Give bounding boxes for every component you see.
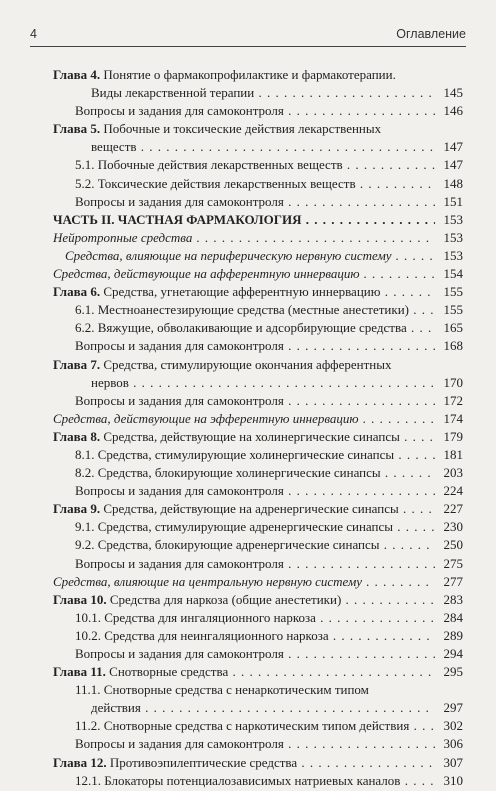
toc-entry-text: 5.1. Побочные действия лекарственных веществ [75,157,343,173]
toc-entry-title [53,194,435,210]
toc-entry-text: Средства, действующие на адренергические синапсы [100,501,399,517]
toc-entry [53,718,463,734]
chapter-label: Глава 5. [53,121,101,137]
toc-entry-text: Нейротропные средства [53,229,193,245]
toc-entry [53,483,463,499]
chapter-label: Глава 12. [53,754,107,770]
toc-page-number: 153 [443,211,463,227]
toc-entry-title [53,592,435,608]
toc-entry-text: Средства для наркоза (общие анестетики) [106,591,342,607]
toc-entry [53,429,463,445]
toc-entry [53,194,463,210]
toc-page-number: 172 [443,392,463,408]
toc-entry-text: Вопросы и задания для самоконтроля [75,193,284,209]
toc-entry-text: Снотворные средства [105,664,229,680]
toc-entry [53,230,463,246]
toc-entry-text: Средства, действующие на холинергические синапсы [100,428,400,444]
toc-entry [53,320,463,336]
toc-entry-title [53,429,435,445]
toc-entry [53,411,463,427]
header-rule [30,46,466,47]
toc-entry-title [53,266,435,282]
toc-entry [53,700,463,716]
toc-entry [53,682,463,698]
toc-entry-text: Средства, действующие на афферентную иннервацию [53,266,360,282]
toc-page-number: 153 [443,229,463,245]
toc-entry-text: 11.2. Снотворные средства с наркотическим типом действия [75,718,410,734]
toc-page-number: 302 [443,718,463,734]
toc-entry-title [53,447,435,463]
toc-entry-text: 5.2. Токсические действия лекарственных веществ [75,175,356,191]
toc-entry-text: 11.1. Снотворные средства с ненаркотическим типом [75,682,369,698]
toc-entry [53,610,463,626]
toc-entry-text: Побочные и токсические действия лекарственных [100,121,382,137]
toc-entry [53,519,463,535]
page-number: 4 [30,27,37,41]
toc-entry-title [53,157,435,173]
toc-entry-text: веществ [91,139,137,155]
toc-entry-title [53,773,435,789]
toc-entry [53,266,463,282]
toc-entry-title [53,139,435,155]
toc-page-number: 181 [443,446,463,462]
toc-entry-title [53,519,435,535]
toc-entry [53,212,463,228]
toc-entry-title [53,700,435,716]
toc-page-number: 148 [443,175,463,191]
toc-entry-title [53,393,435,409]
toc-entry-text: Вопросы и задания для самоконтроля [75,555,284,571]
toc-page-number: 154 [443,266,463,282]
toc-page-number: 146 [443,103,463,119]
toc-page-number: 277 [443,573,463,589]
toc-entry-text: 12.1. Блокаторы потенциалозависимых натриевых каналов [75,772,401,788]
toc-entry-title [53,736,435,752]
toc-entry [53,375,463,391]
toc-entry-text: Вопросы и задания для самоконтроля [75,483,284,499]
toc-entry-title [53,320,435,336]
toc-entry [53,537,463,553]
toc-entry [53,176,463,192]
chapter-label: Глава 10. [53,591,107,607]
toc-entry-title [53,284,435,300]
toc-entry-title [53,212,435,228]
toc-page-number: 151 [443,193,463,209]
toc-page-number: 297 [443,700,463,716]
toc-entry-text: нервов [91,374,129,390]
toc-entry [53,85,463,101]
toc-page-number: 294 [443,646,463,661]
toc-entry [53,755,463,771]
toc-entry-title [53,501,435,517]
toc-entry [53,302,463,318]
toc-entry [53,556,463,572]
toc-entry-text: 8.1. Средства, стимулирующие холинергические синапсы [75,446,395,462]
toc-page-number: 227 [443,501,463,517]
toc-entry [53,157,463,173]
toc-entry-text: 10.1. Средства для ингаляционного наркоза [75,609,316,625]
toc-page-number: 307 [443,754,463,770]
toc-entry-text: Средства, влияющие на периферическую нервную систему [65,247,392,263]
toc-page-number: 275 [443,555,463,571]
toc-entry-text: Вопросы и задания для самоконтроля [75,736,284,752]
toc-entry-text: Средства, влияющие на центральную нервную систему [53,573,363,589]
toc-entry-text: Вопросы и задания для самоконтроля [75,103,284,119]
toc-entry-title [53,646,435,662]
toc-entry-text: Вопросы и задания для самоконтроля [75,338,284,354]
toc-page-number: 289 [443,627,463,643]
toc-entry-title [53,610,435,626]
toc-page-number: 145 [443,85,463,101]
running-title: Оглавление [396,27,466,41]
toc-entry-title [53,465,435,481]
toc-entry-text: Понятие о фармакопрофилактике и фармакотерапии. [100,67,396,82]
page-header [30,27,466,47]
toc-entry [53,357,463,373]
chapter-label: Глава 7. [53,356,101,372]
chapter-label: Глава 4. [53,67,101,82]
toc-entry-text: Средства, стимулирующие окончания афферентных [100,356,392,372]
toc-entry-text: Вопросы и задания для самоконтроля [75,646,284,661]
toc-entry-title [53,718,435,734]
toc-page-number: 295 [443,664,463,680]
toc-entry-title [53,375,435,391]
toc-page-number: 224 [443,483,463,499]
toc-entry [53,248,463,264]
toc-page-number: 153 [443,247,463,263]
chapter-label: Глава 8. [53,428,101,444]
toc-entry [53,284,463,300]
toc-page-number: 168 [443,338,463,354]
toc-entry-text: Виды лекарственной терапии [91,85,255,101]
chapter-label: Глава 9. [53,501,101,517]
toc-entry-text: 9.1. Средства, стимулирующие адренергические синапсы [75,519,393,535]
toc-entry-text: действия [91,700,141,716]
toc-page-number: 250 [443,537,463,553]
toc-entry-title [53,755,435,771]
toc-page-number: 230 [443,519,463,535]
toc-entry-title [53,230,435,246]
toc-entry-title [53,357,435,373]
toc-entry-title [53,556,435,572]
toc-entry-text: ЧАСТЬ II. ЧАСТНАЯ ФАРМАКОЛОГИЯ [53,211,302,227]
toc-entry-text: 8.2. Средства, блокирующие холинергические синапсы [75,465,381,481]
toc-entry-text: Средства, угнетающие афферентную иннервацию [100,284,381,300]
toc-entry [53,664,463,680]
toc-entry [53,465,463,481]
toc-entry-title [53,574,435,590]
toc-entry-text: 6.2. Вяжущие, обволакивающие и адсорбирующие средства [75,320,407,336]
toc-page-number: 310 [443,772,463,788]
toc-entry [53,574,463,590]
toc-entry-title [53,537,435,553]
toc-entry-title [53,302,435,318]
toc-entry-title [53,411,435,427]
toc-entry-title [53,103,435,119]
toc-entry-title [53,67,435,83]
toc-entry [53,103,463,119]
toc-page-number: 306 [443,736,463,752]
toc-entry [53,592,463,608]
toc-entry-title [53,121,435,137]
chapter-label: Глава 6. [53,284,101,300]
toc-entry [53,393,463,409]
toc-entry [53,139,463,155]
toc-entry-title [53,664,435,680]
toc-entry-title [53,248,435,264]
toc-entry-title [53,85,435,101]
toc-entry-text: Средства, действующие на эфферентную иннервацию [53,410,359,426]
toc-page-number: 179 [443,428,463,444]
toc-page-number: 174 [443,410,463,426]
toc-entry-text: 9.2. Средства, блокирующие адренергические синапсы [75,537,380,553]
toc-page-number: 165 [443,320,463,336]
toc-entry [53,447,463,463]
toc-entry [53,628,463,644]
toc-entry [53,646,463,662]
toc-entry-text: Противоэпилептические средства [106,754,298,770]
toc-page-number: 203 [443,465,463,481]
toc-page-number: 155 [443,284,463,300]
toc-entry [53,773,463,789]
toc-entry [53,501,463,517]
toc-entry-title [53,176,435,192]
toc-page-number: 170 [443,374,463,390]
toc-entry-title [53,628,435,644]
toc-page-number: 155 [443,302,463,318]
toc-entry-text: 10.2. Средства для неингаляционного наркоза [75,627,329,643]
toc-page-number: 147 [443,157,463,173]
toc-entry [53,338,463,354]
toc-entry-title [53,483,435,499]
toc-entry [53,67,463,83]
toc-entry [53,736,463,752]
toc-entry-title [53,338,435,354]
toc-page-number: 283 [443,591,463,607]
toc-page-number: 284 [443,609,463,625]
toc-entry-text: Вопросы и задания для самоконтроля [75,392,284,408]
toc-page-number: 147 [443,139,463,155]
toc-entry-title [53,682,435,698]
table-of-contents [53,67,463,791]
chapter-label: Глава 11. [53,664,106,680]
toc-entry-text: 6.1. Местноанестезирующие средства (местные анестетики) [75,302,409,318]
toc-entry [53,121,463,137]
